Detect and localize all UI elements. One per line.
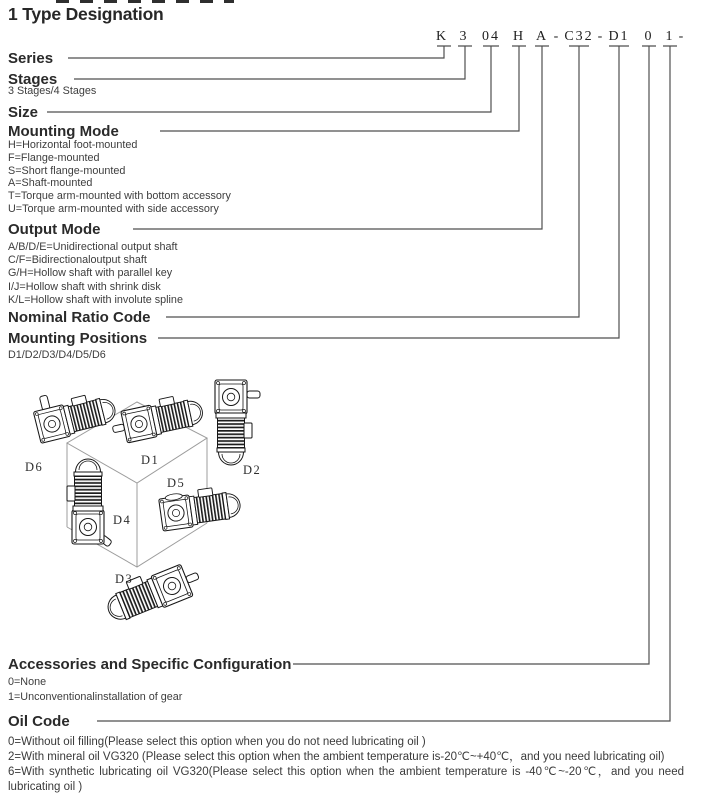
page-title: 1 Type Designation [8, 4, 164, 24]
code-token-size: 04 [482, 29, 500, 44]
section-size: Size [8, 104, 39, 121]
code-token-mounting: H [512, 29, 524, 44]
mounting-positions-subtext: D1/D2/D3/D4/D5/D6 [8, 349, 106, 361]
gearmotor-d3 [101, 556, 204, 627]
leader-stages [74, 46, 472, 79]
code-token-output: A [535, 29, 547, 44]
output-mode-options [8, 241, 183, 307]
option-item: S=Short flange-mounted [8, 164, 126, 177]
section-nominal-ratio: Nominal Ratio Code [8, 309, 151, 326]
option-item: F=Flange-mounted [8, 151, 100, 164]
option-item: A=Shaft-mounted [8, 177, 93, 190]
option-item: U=Torque arm-mounted with side accessory [8, 202, 219, 215]
position-label-d1: D1 [141, 453, 160, 467]
code-dash-2: - [597, 29, 603, 44]
section-series: Series [8, 50, 54, 67]
position-label-d2: D2 [243, 463, 262, 477]
position-label-d3: D3 [115, 572, 134, 586]
section-accessories: Accessories and Specific Configuration [8, 656, 292, 673]
option-item: 6=With synthetic lubricating oil VG320(Please select this option when the ambient temperature is -40℃~-20℃，and you need lubricating oil ) [8, 766, 684, 793]
code-token-ratio: C32 [564, 29, 594, 44]
section-mounting-mode: Mounting Mode [8, 123, 119, 140]
accessories-options [8, 675, 182, 704]
option-item: H=Horizontal foot-mounted [8, 139, 138, 151]
option-item: 1=Unconventionalinstallation of gear [8, 690, 183, 703]
option-item: G/H=Hollow shaft with parallel key [8, 267, 173, 280]
leader-series [68, 46, 451, 58]
code-token-oil: 1 [665, 29, 673, 44]
option-item: 0=None [8, 676, 47, 688]
position-label-d6: D6 [25, 460, 44, 474]
section-stages: Stages [8, 71, 58, 88]
option-item: K/L=Hollow shaft with involute spline [8, 293, 183, 306]
position-label-d5: D5 [167, 476, 186, 490]
code-token-position: D1 [608, 29, 630, 44]
position-label-d4: D4 [113, 513, 132, 527]
section-oil-code: Oil Code [8, 713, 70, 730]
stages-subtext: 3 Stages/4 Stages [8, 85, 97, 97]
gearmotor-d4 [67, 459, 112, 547]
mounting-mode-options [8, 139, 231, 216]
leader-accessories [293, 46, 656, 664]
gearmotor-d1 [109, 391, 206, 445]
option-item: T=Torque arm-mounted with bottom accessory [8, 190, 231, 203]
section-output-mode: Output Mode [8, 221, 101, 238]
option-item: 0=Without oil filling(Please select this option when you do not need lubricating oil ) [8, 736, 426, 748]
gearmotor-d5 [158, 484, 242, 531]
code-token-accessory: 0 [644, 29, 652, 44]
option-item: A/B/D/E=Unidirectional output shaft [8, 241, 178, 253]
code-dash-3: - [678, 29, 684, 44]
option-item: C/F=Bidirectionaloutput shaft [8, 254, 147, 267]
option-item: 2=With mineral oil VG320 (Please select this option when the ambient temperature is-20℃~+40℃，and you need lubricating oil) [8, 751, 665, 763]
code-dash-1: - [553, 29, 559, 44]
code-token-series: K [435, 29, 447, 44]
gearmotor-d6 [30, 380, 118, 444]
section-mounting-positions: Mounting Positions [8, 330, 148, 347]
leader-mounting-mode [160, 46, 526, 131]
oil-code-options [8, 735, 684, 795]
code-token-stages: 3 [459, 29, 467, 44]
gearmotor-d2 [215, 380, 260, 465]
option-item: I/J=Hollow shaft with shrink disk [8, 280, 161, 293]
